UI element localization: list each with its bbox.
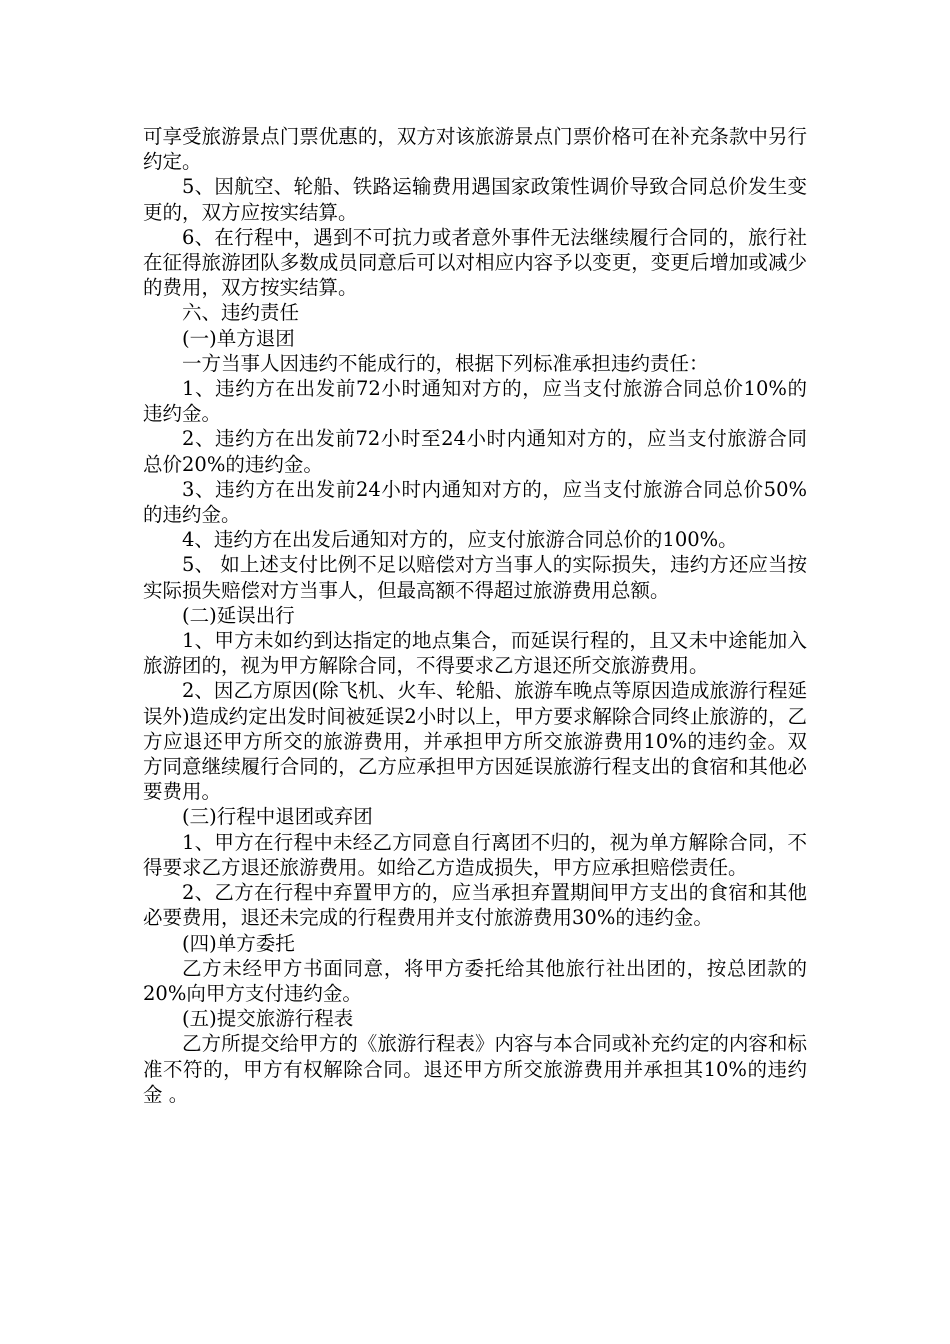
paragraph-item-6-force-majeure: 6、在行程中，遇到不可抗力或者意外事件无法继续履行合同的，旅行社在征得旅游团队多数成员同意后可以对相应内容予以变更，变更后增加或减少的费用，双方按实结算。 (143, 225, 807, 300)
paragraph-item-5-price-adjustment: 5、因航空、轮船、铁路运输费用遇国家政策性调价导致合同总价发生变更的，双方应按实结算。 (143, 175, 807, 224)
subsection-heading-withdrawal: (一)单方退团 (182, 326, 295, 350)
paragraph-delegation: 乙方未经甲方书面同意，将甲方委托给其他旅行社出团的，按总团款的20%向甲方支付违约金。 (143, 956, 807, 1005)
paragraph-continued: 可享受旅游景点门票优惠的，双方对该旅游景点门票价格可在补充条款中另行约定。 (143, 125, 807, 174)
paragraph-withdrawal-5: 5、 如上述支付比例不足以赔偿对方当事人的实际损失，违约方还应当按实际损失赔偿对方当事人，但最高额不得超过旅游费用总额。 (143, 553, 807, 602)
paragraph-withdrawal-1: 1、违约方在出发前72小时通知对方的，应当支付旅游合同总价10%的违约金。 (143, 377, 807, 426)
section-heading-liability: 六、违约责任 (182, 301, 300, 325)
subsection-heading-delay: (二)延误出行 (182, 603, 295, 627)
paragraph-itinerary: 乙方所提交给甲方的《旅游行程表》内容与本合同或补充约定的内容和标准不符的，甲方有权解除合同。退还甲方所交旅游费用并承担其10%的违约金 。 (143, 1032, 807, 1106)
paragraph-abandon-1: 1、甲方在行程中未经乙方同意自行离团不归的，视为单方解除合同，不得要求乙方退还旅游费用。如给乙方造成损失，甲方应承担赔偿责任。 (143, 830, 807, 879)
subsection-heading-abandon: (三)行程中退团或弃团 (182, 805, 373, 829)
paragraph-delay-2: 2、因乙方原因(除飞机、火车、轮船、旅游车晚点等原因造成旅游行程延误外)造成约定出发时间被延误2小时以上，甲方要求解除合同终止旅游的，乙方应退还甲方所交的旅游费用，并承担甲方所交旅游费用10%的违约金。双方同意继续履行合同的，乙方应承担甲方因延误旅游行程支出的食宿和其他必要费用。 (143, 679, 807, 804)
subsection-heading-delegation: (四)单方委托 (182, 931, 295, 955)
paragraph-withdrawal-intro: 一方当事人因违约不能成行的，根据下列标准承担违约责任： (182, 351, 709, 375)
paragraph-abandon-2: 2、乙方在行程中弃置甲方的，应当承担弃置期间甲方支出的食宿和其他必要费用，退还未完成的行程费用并支付旅游费用30%的违约金。 (143, 881, 807, 930)
paragraph-delay-1: 1、甲方未如约到达指定的地点集合，而延误行程的，且又未中途能加入旅游团的，视为甲方解除合同，不得要求乙方退还所交旅游费用。 (143, 629, 807, 678)
paragraph-withdrawal-2: 2、违约方在出发前72小时至24小时内通知对方的，应当支付旅游合同总价20%的违约金。 (143, 427, 807, 476)
subsection-heading-itinerary: (五)提交旅游行程表 (182, 1007, 354, 1031)
paragraph-withdrawal-4: 4、违约方在出发后通知对方的，应支付旅游合同总价的100%。 (182, 528, 738, 552)
paragraph-withdrawal-3: 3、违约方在出发前24小时内通知对方的，应当支付旅游合同总价50%的违约金。 (143, 477, 807, 527)
document-body (143, 124, 807, 1107)
